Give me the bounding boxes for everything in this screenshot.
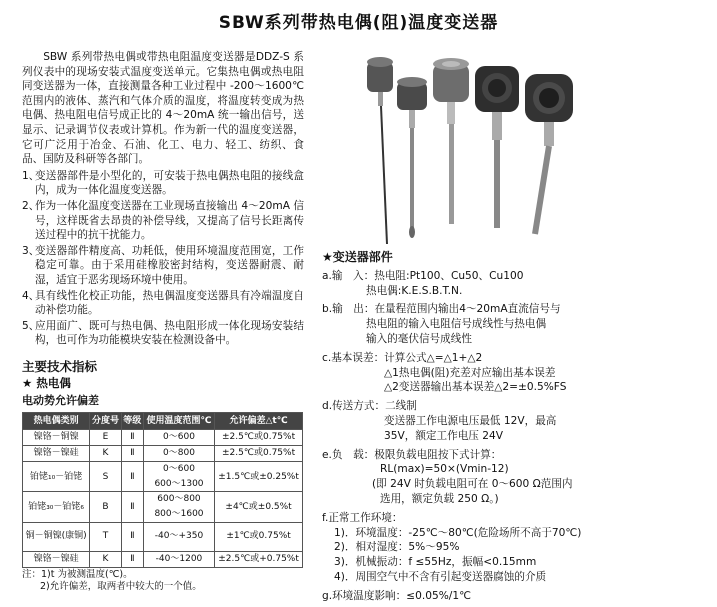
spec-value: 变送器工作电源电压最低 12V，最高 [384, 414, 557, 427]
spec-value: 热电阻:Pt100、Cu50、Cu100 [374, 269, 524, 282]
specs-heading: 主要技术指标 [22, 358, 98, 374]
cell-tolerance: ±2.5℃或0.75%t [215, 430, 303, 446]
feature-item [22, 244, 304, 288]
cell-range: -40～+350 [143, 522, 214, 551]
cell-range: -40～1200 [143, 551, 214, 567]
transmitter-probe-5 [525, 74, 573, 234]
spec-value: △1热电偶(阻)充差对应输出基本误差 [384, 366, 556, 379]
cell-range [143, 462, 214, 492]
feature-number: 3、 [22, 244, 40, 257]
cell-code: T [90, 522, 122, 551]
transmitter-probe-3 [433, 58, 469, 224]
cell-type: 铂铑₁₀－铂铑 [23, 462, 90, 492]
feature-number: 5、 [22, 319, 40, 332]
feature-list [22, 169, 304, 348]
spec-value: 极限负载电阻按下式计算： [374, 448, 502, 461]
spec-environment-label: f.正常工作环境： [322, 511, 403, 524]
spec-label: e.负 载： [322, 448, 375, 461]
cell-type: 铂铑₃₀－铂铑₆ [23, 492, 90, 522]
cell-tolerance: ±1.5℃或±0.25%t [215, 462, 303, 492]
feature-text: 具有线性化校正功能，热电偶温度变送器具有冷端温度自动补偿功能。 [35, 289, 304, 317]
cell-tolerance: ±4℃或±0.5%t [215, 492, 303, 522]
cell-type: 铜－铜镍(康铜) [23, 522, 90, 551]
env-item: 2)．相对湿度：5%～95% [334, 541, 460, 554]
note-line: 2)允许偏差，取两者中较大的一个值。 [40, 581, 202, 593]
spec-value: 在量程范围内输出4～20mA直流信号与 [374, 303, 561, 316]
cell-grade: Ⅱ [121, 522, 143, 551]
spec-value: RL(max)=50×(Vmin-12) [380, 463, 509, 476]
spec-temp-influence [322, 589, 712, 604]
spec-basic-error [322, 351, 712, 366]
cell-type: 镍铬－镍硅 [23, 551, 90, 567]
env-item: 4)．周围空气中不含有引起变送器腐蚀的介质 [334, 570, 547, 583]
col-header: 使用温度范围℃ [143, 412, 214, 430]
col-header: 热电偶类别 [23, 412, 90, 430]
col-header: 分度号 [90, 412, 122, 430]
cell-code: K [90, 551, 122, 567]
range-line: 800～1600 [154, 509, 204, 520]
feature-number: 2、 [22, 199, 40, 212]
spec-value: △2变送器输出基本误差△2=±0.5%FS [384, 381, 567, 394]
cell-grade: Ⅱ [121, 446, 143, 462]
spec-label: g.环境温度影响： [322, 589, 407, 602]
cell-grade: Ⅱ [121, 430, 143, 446]
cell-grade: Ⅱ [121, 551, 143, 567]
spec-transmission [322, 399, 712, 414]
table-row [23, 551, 303, 567]
table-row [23, 492, 303, 522]
cell-range: 0～800 [143, 446, 214, 462]
table-row [23, 430, 303, 446]
cell-code: K [90, 446, 122, 462]
feature-item [22, 199, 304, 243]
right-column [322, 250, 712, 604]
spec-label: c.基本误差： [322, 351, 385, 364]
transmitter-probe-4 [475, 66, 519, 228]
spec-load [322, 448, 712, 463]
spec-value: 输入的毫伏信号成线性 [366, 332, 472, 345]
feature-item [22, 319, 304, 348]
product-photo [355, 44, 705, 249]
cell-code: B [90, 492, 122, 522]
col-header: 允许偏差△t℃ [215, 412, 303, 430]
cell-grade: Ⅱ [121, 462, 143, 492]
spec-value: 二线制 [385, 400, 417, 413]
feature-item [22, 169, 304, 198]
cell-tolerance: ±2.5℃或+0.75%t [215, 551, 303, 567]
spec-label: b.输 出： [322, 303, 375, 316]
spec-label: d.传送方式： [322, 400, 386, 413]
spec-value: (即 24V 时负载电阻可在 0～600 Ω范围内 [372, 478, 573, 491]
cell-range: 0～600 [143, 430, 214, 446]
spec-value: 35V，额定工作电压 24V [384, 429, 503, 442]
table-row [23, 446, 303, 462]
transmitter-probe-2 [397, 77, 427, 238]
cell-tolerance: ±1℃或0.75%t [215, 522, 303, 551]
page-title: SBW系列带热电偶(阻)温度变送器 [218, 13, 499, 33]
feature-number: 1、 [22, 169, 40, 182]
cell-type: 镍铬－铜镍 [23, 430, 90, 446]
range-line: 600～1300 [154, 478, 204, 489]
table-notes [22, 569, 304, 594]
feature-number: 4、 [22, 289, 40, 302]
table-row [23, 522, 303, 551]
range-line: 600～800 [157, 494, 201, 505]
env-item: 1)．环境温度：-25℃～80℃(危险场所不高于70℃) [334, 526, 582, 539]
cell-type: 镍铬－镍硅 [23, 446, 90, 462]
spec-value: 热电阻的输入电阻信号成线性与热电偶 [366, 318, 547, 331]
note-line: 注：1)t 为被测温度(℃)。 [22, 568, 133, 580]
cell-code: S [90, 462, 122, 492]
intro-paragraph: SBW 系列带热电偶或带热电阻温度变送器是DDZ-S 系列仪表中的现场安装式温度变送单元。它集热电偶或热电阻同变送器为一体，直接测量各种工业过程中 -200～1600℃范围内的液体、蒸汽和气体介质的温度，将温度转变成为热电偶、热电阻电信号成正比的 4～20mA 统一输出信号，送显示、记录调节仪表或计算机。作为新一代的温度变送器，它可广泛用于冶金、石油、化工、电力、轻工、纺织、食品、国防及科研等各部门。 [22, 51, 304, 166]
left-column [22, 50, 304, 594]
cell-range [143, 492, 214, 522]
feature-text: 变送器部件精度高、功耗低，使用环境温度范围宽，工作稳定可靠。由于采用硅橡胶密封结构，变送器耐震、耐湿，适宜于恶劣现场环境中使用。 [35, 244, 304, 286]
parts-heading: ★变送器部件 [322, 250, 393, 264]
feature-text: 变送器部件是小型化的，可安装于热电偶热电阻的接线盒内，成为一体化温度变送器。 [35, 169, 304, 197]
transmitter-probe-1 [367, 57, 393, 244]
feature-text: 应用面广、既可与热电偶、热电阻形成一体化现场安装结构，也可作为功能模块安装在检测设备中。 [35, 319, 304, 347]
range-line: 0～600 [163, 464, 195, 475]
cell-code: E [90, 430, 122, 446]
feature-text: 作为一体化温度变送器在工业现场直接输出 4～20mA 信号，这样既省去昂贵的补偿导线，又提高了信号长距离传送过程中的抗干扰能力。 [35, 199, 304, 242]
tolerance-heading: 电动势允许偏差 [22, 394, 99, 408]
tolerance-table [22, 412, 303, 568]
spec-value: 热电偶:K.E.S.B.T.N. [366, 284, 463, 297]
spec-label: a.输 入： [322, 269, 375, 282]
cell-grade: Ⅱ [121, 492, 143, 522]
spec-output [322, 302, 712, 317]
thermocouple-heading: ★ 热电偶 [22, 376, 71, 391]
col-header: 等级 [121, 412, 143, 430]
spec-input [322, 269, 712, 284]
spec-value: 计算公式△=△1+△2 [384, 351, 483, 364]
table-header-row [23, 412, 303, 430]
spec-value: ≤0.05%/1℃ [406, 589, 471, 602]
table-row [23, 462, 303, 492]
cell-tolerance: ±2.5℃或0.75%t [215, 446, 303, 462]
feature-item [22, 289, 304, 318]
spec-value: 选用，额定负载 250 Ω。) [380, 492, 499, 505]
env-item: 3)．机械振动：f ≤55Hz，振幅<0.15mm [334, 556, 537, 569]
